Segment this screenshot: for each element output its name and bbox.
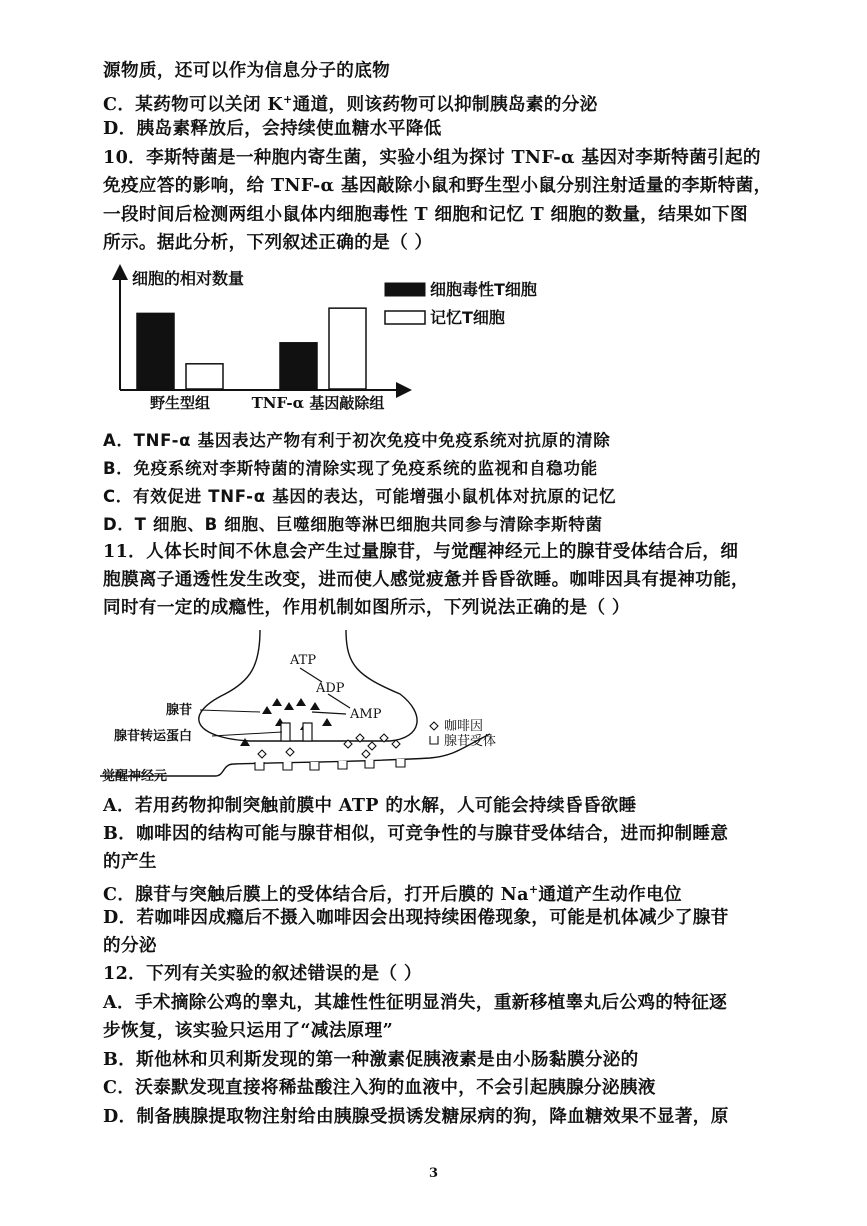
q11-stem-2: 胞膜离子通透性发生改变，进而使人感觉疲惫并昏昏欲睡。咖啡因具有提神功能，	[103, 569, 749, 590]
q11-stem-3: 同时有一定的成瘾性，作用机制如图所示，下列说法正确的是（ ）	[103, 597, 630, 618]
legend-caffeine-label: 咖啡因	[444, 719, 484, 734]
q10-stem-4: 所示。据此分析，下列叙述正确的是（ ）	[103, 232, 433, 253]
q11-option-a: A．若用药物抑制突触前膜中 ATP 的水解，人可能会持续昏昏欲睡	[103, 795, 637, 816]
bar-memory-1	[329, 308, 366, 389]
chart-bars	[137, 308, 366, 389]
q12-option-b: B．斯他林和贝利斯发现的第一种激素促胰液素是由小肠黏膜分泌的	[103, 1049, 639, 1070]
bar-memory-0	[186, 364, 223, 389]
adenosine-label: 腺苷	[166, 703, 193, 718]
bar-cytotoxic-0	[137, 313, 174, 389]
q9-option-c: C．某药物可以关闭 K+通道，则该药物可以抑制胰岛素的分泌	[103, 93, 598, 115]
q11-option-c: C．腺苷与突触后膜上的受体结合后，打开后膜的 Na+通道产生动作电位	[103, 883, 682, 905]
legend-label-memory: 记忆T细胞	[430, 308, 505, 327]
page-number: 3	[428, 1166, 439, 1181]
q11-option-b-1: B．咖啡因的结构可能与腺苷相似，可竞争性的与腺苷受体结合，进而抑制睡意	[103, 823, 729, 844]
atp-adp-arrow	[300, 668, 322, 682]
legend-caffeine-symbol	[430, 722, 438, 730]
q11-option-d-1: D．若咖啡因成瘾后不摄入咖啡因会出现持续困倦现象，可能是机体减少了腺苷	[103, 907, 729, 928]
legend-swatch-memory	[385, 311, 425, 324]
bar-cytotoxic-1	[280, 343, 317, 389]
q11-stem-1: 11．人体长时间不休息会产生过量腺苷，与觉醒神经元上的腺苷受体结合后，细	[103, 541, 739, 562]
q10-option-b: B．免疫系统对李斯特菌的清除实现了免疫系统的监视和自稳功能	[103, 459, 598, 478]
q11-option-d-2: 的分泌	[103, 935, 157, 956]
q12-option-c: C．沃泰默发现直接将稀盐酸注入狗的血液中，不会引起胰腺分泌胰液	[103, 1077, 656, 1098]
adenosine-transporter	[281, 723, 290, 741]
q11-option-b-2: 的产生	[103, 851, 157, 872]
legend-swatch-cytotoxic	[385, 283, 425, 296]
q10-option-d: D．T 细胞、B 细胞、巨噬细胞等淋巴细胞共同参与清除李斯特菌	[103, 515, 603, 534]
q10-option-c: C．有效促进 TNF-α 基因的表达，可能增强小鼠机体对抗原的记忆	[103, 487, 617, 506]
q9-line-1: 源物质，还可以作为信息分子的底物	[103, 60, 391, 81]
transporter-label: 腺苷转运蛋白	[114, 729, 193, 744]
adp-amp-arrow	[328, 694, 350, 708]
neuron-label: 觉醒神经元	[102, 769, 168, 784]
legend-label-cytotoxic: 细胞毒性T细胞	[430, 280, 537, 299]
legend-receptor-label: 腺苷受体	[444, 734, 497, 749]
q10-stem-1: 10．李斯特菌是一种胞内寄生菌，实验小组为探讨 TNF-α 基因对李斯特菌引起的	[103, 147, 761, 168]
q12-option-a-1: A．手术摘除公鸡的睾丸，其雄性性征明显消失，重新移植睾丸后公鸡的特征逐	[103, 992, 728, 1013]
t-cell-bar-chart	[100, 262, 580, 412]
q10-stem-2: 免疫应答的影响，给 TNF-α 基因敲除小鼠和野生型小鼠分别注射适量的李斯特菌，	[103, 175, 772, 196]
synapse-diagram	[100, 626, 540, 788]
amp-adenosine-arrow	[312, 712, 346, 714]
amp-label: AMP	[350, 707, 382, 722]
q12-option-d-1: D．制备胰腺提取物注射给由胰腺受损诱发糖尿病的狗，降血糖效果不显著，原	[103, 1106, 729, 1127]
q9-option-d: D．胰岛素释放后，会持续使血糖水平降低	[103, 118, 442, 139]
q10-stem-3: 一段时间后检测两组小鼠体内细胞毒性 T 细胞和记忆 T 细胞的数量，结果如下图	[103, 204, 748, 225]
y-axis-label: 细胞的相对数量	[132, 269, 245, 288]
category-label-1: TNF-α 基因敲除组	[251, 394, 385, 412]
adp-label: ADP	[316, 681, 345, 696]
q12-stem: 12．下列有关实验的叙述错误的是（ ）	[103, 963, 422, 984]
q12-option-a-2: 步恢复，该实验只运用了“减法原理”	[103, 1020, 394, 1041]
atp-label: ATP	[290, 653, 317, 668]
caffeine-molecules	[258, 734, 400, 758]
legend-receptor-symbol	[430, 736, 438, 744]
q10-option-a: A．TNF-α 基因表达产物有利于初次免疫中免疫系统对抗原的清除	[103, 431, 611, 450]
category-label-0: 野生型组	[149, 394, 211, 412]
adenosine-transporter	[303, 723, 312, 741]
